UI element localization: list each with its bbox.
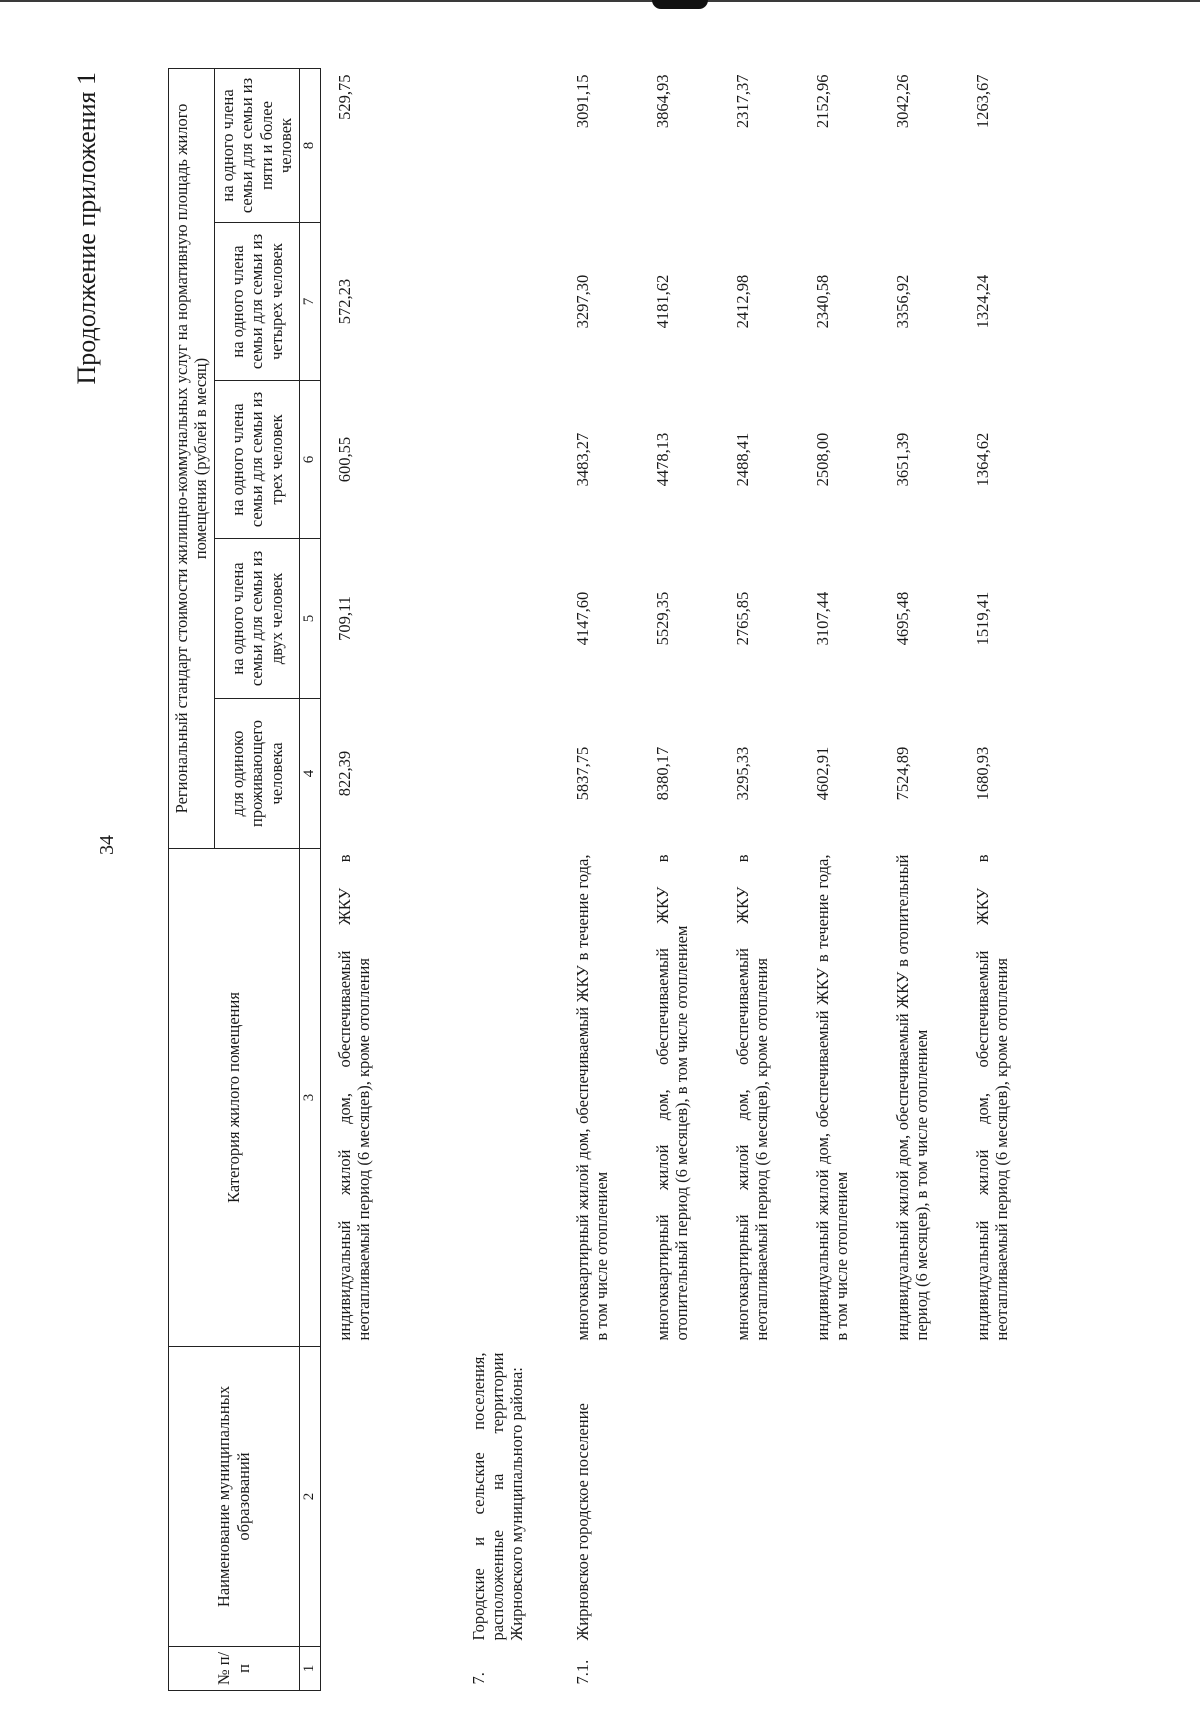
header-group-standard: Региональный стандарт стоимости жилищно-коммунальных услуг на нормативную площадь жилого помещения (рублей в месяц) xyxy=(169,68,215,848)
value-family-3: 3651,39 xyxy=(892,432,912,487)
value-single: 5837,75 xyxy=(572,746,592,801)
value-family-3: 3483,27 xyxy=(572,432,592,487)
value-family-2: 4695,48 xyxy=(892,591,912,646)
municipality-name xyxy=(320,1347,463,1647)
column-number: 5 xyxy=(299,539,320,699)
column-number: 3 xyxy=(299,849,320,1347)
table-row xyxy=(809,68,889,1690)
housing-category: многоквартирный жилой дом, обеспечиваемый ЖКУ в неотапливаемый период (6 месяцев), кроме отопления xyxy=(732,854,771,1341)
value-family-2: 1519,41 xyxy=(972,591,992,646)
value-family-4: 3297,30 xyxy=(572,274,592,329)
value-family-4: 1324,24 xyxy=(972,274,992,329)
row-number xyxy=(729,1647,809,1691)
value-family-2: 3107,44 xyxy=(812,591,832,646)
value-family-5: 1263,67 xyxy=(972,74,992,129)
table-row xyxy=(320,68,463,1690)
value-family-5: 2152,96 xyxy=(812,74,832,129)
table-row xyxy=(569,68,649,1690)
column-number: 6 xyxy=(299,381,320,539)
housing-category xyxy=(463,849,569,1347)
header-col-num: № п/п xyxy=(169,1647,300,1691)
row-number xyxy=(809,1647,889,1691)
value-family-5: 3042,26 xyxy=(892,74,912,129)
value-single: 822,39 xyxy=(334,750,354,797)
value-family-3: 4478,13 xyxy=(652,432,672,487)
value-family-5: 529,75 xyxy=(334,74,354,120)
column-number: 7 xyxy=(299,223,320,381)
value-family-2: 2765,85 xyxy=(732,591,752,646)
municipality-name xyxy=(729,1347,809,1647)
municipality-name xyxy=(969,1347,1049,1647)
header-col-single: для одиноко проживающего человека xyxy=(214,699,299,849)
row-number: 7. xyxy=(468,1672,488,1685)
value-single: 7524,89 xyxy=(892,746,912,801)
table-row xyxy=(729,68,809,1690)
column-number: 2 xyxy=(299,1347,320,1647)
value-family-4: 4181,62 xyxy=(652,274,672,329)
header-number-row xyxy=(299,68,320,1690)
value-family-2 xyxy=(463,539,569,699)
housing-category: многоквартирный жилой дом, обеспечиваемый ЖКУ в течение года, в том числе отоплением xyxy=(572,854,611,1341)
column-number: 4 xyxy=(299,699,320,849)
table-row xyxy=(969,68,1049,1690)
table-row xyxy=(649,68,729,1690)
standards-table xyxy=(168,68,1049,1691)
column-number: 1 xyxy=(299,1647,320,1691)
value-single: 4602,91 xyxy=(812,746,832,801)
column-number: 8 xyxy=(299,68,320,222)
value-single: 3295,33 xyxy=(732,746,752,801)
value-family-5: 3864,93 xyxy=(652,74,672,129)
page-number: 34 xyxy=(96,835,118,855)
value-family-3: 1364,62 xyxy=(972,432,992,487)
value-family-3: 600,55 xyxy=(334,436,354,483)
row-number xyxy=(649,1647,729,1691)
header-col-name: Наименование муниципальных образований xyxy=(169,1347,300,1647)
row-number: 7.1. xyxy=(572,1659,592,1685)
value-family-4: 3356,92 xyxy=(892,274,912,329)
value-single: 1680,93 xyxy=(972,746,992,801)
value-family-4: 2412,98 xyxy=(732,274,752,329)
value-family-2: 709,11 xyxy=(334,596,354,641)
header-row-1 xyxy=(169,68,215,1690)
municipality-name xyxy=(649,1347,729,1647)
row-number xyxy=(889,1647,969,1691)
table-row xyxy=(889,68,969,1690)
municipality-name xyxy=(809,1347,889,1647)
value-family-2: 5529,35 xyxy=(652,591,672,646)
value-family-5: 2317,37 xyxy=(732,74,752,129)
value-family-5: 3091,15 xyxy=(572,74,592,129)
header-col-family-2: на одного члена семьи для семьи из двух человек xyxy=(214,539,299,699)
housing-category: многоквартирный жилой дом, обеспечиваемый ЖКУ в отопительный период (6 месяцев), в том числе отоплением xyxy=(652,854,691,1341)
row-number xyxy=(320,1647,463,1691)
value-family-4: 572,23 xyxy=(334,278,354,325)
housing-category: индивидуальный жилой дом, обеспечиваемый ЖКУ в отопительный период (6 месяцев), в том числе отоплением xyxy=(892,854,931,1341)
header-col-family-5: на одного члена семьи для семьи из пяти и более человек xyxy=(214,68,299,222)
value-family-3 xyxy=(463,381,569,539)
housing-category: индивидуальный жилой дом, обеспечиваемый ЖКУ в неотапливаемый период (6 месяцев), кроме отопления xyxy=(334,854,373,1341)
continuation-label: Продолжение приложения 1 xyxy=(72,72,101,385)
municipality-name: Городские и сельские поселения, расположенные на территории Жирновского муниципального района: xyxy=(468,1352,527,1641)
value-family-3: 2488,41 xyxy=(732,432,752,487)
header-col-family-4: на одного члена семьи для семьи из четырех человек xyxy=(214,223,299,381)
value-single xyxy=(463,699,569,849)
table-row xyxy=(463,68,569,1690)
header-col-category: Категория жилого помещения xyxy=(169,849,300,1347)
value-family-4 xyxy=(463,223,569,381)
value-single: 8380,17 xyxy=(652,746,672,801)
row-number xyxy=(969,1647,1049,1691)
housing-category: индивидуальный жилой дом, обеспечиваемый ЖКУ в неотапливаемый период (6 месяцев), кроме отопления xyxy=(972,854,1011,1341)
header-col-family-3: на одного члена семьи для семьи из трех человек xyxy=(214,381,299,539)
municipality-name: Жирновское городское поселение xyxy=(572,1403,592,1641)
value-family-3: 2508,00 xyxy=(812,432,832,487)
housing-category: индивидуальный жилой дом, обеспечиваемый ЖКУ в течение года, в том числе отоплением xyxy=(812,854,851,1341)
value-family-5 xyxy=(463,68,569,222)
municipality-name xyxy=(889,1347,969,1647)
value-family-4: 2340,58 xyxy=(812,274,832,329)
value-family-2: 4147,60 xyxy=(572,591,592,646)
